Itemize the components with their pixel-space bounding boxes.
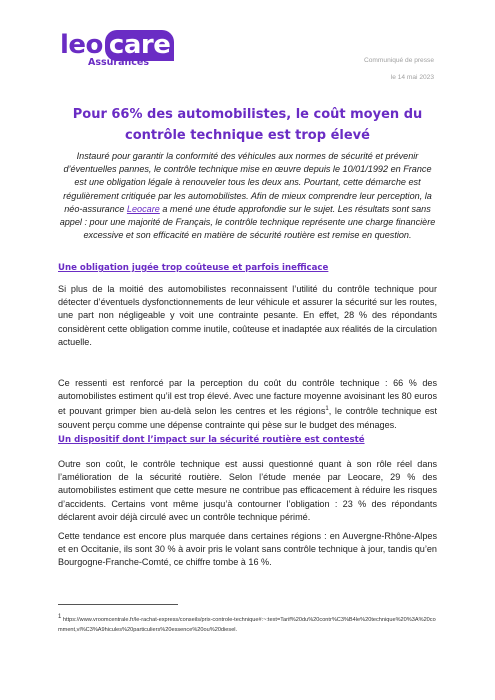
logo-word-suffix: care [105, 30, 174, 61]
paragraph-regions: Cette tendance est encore plus marquée dans certaines régions : en Auvergne-Rhône-Alpes et en Occitanie, ils sont 30 % à avoir pris le volant sans contrôle technique à jour, tandis qu’en Bourgogne-Franche-Comté, ce chiffre tombe à 16 %. [58, 531, 437, 568]
footnote-url[interactable]: https://www.vroomcentrale.fr/le-rachat-express/conseils/prix-controle-technique#:~:text=Tarif%20du%20contr%C3%B4le%20technique%20%3A%20comment,vl%C3%A9hicules%20particuliers%20essence%20ou%20diesel. [58, 616, 436, 633]
footnote-number: 1 [58, 614, 62, 620]
intro-text-start: Instauré pour garantir la conformité des véhicules aux normes de sécurité et prévenir d’éventuelles pannes, le contrôle technique mise en œuvre depuis le 10/01/1992 en France est une obligation légale à renouveler tous les deux ans. Pourtant, cette démarche est régulièrement critiquée par les automobilistes. Afin de mieux comprendre leur perception, la néo-assurance [63, 151, 432, 214]
footnote-divider [58, 604, 178, 605]
footnote [58, 612, 437, 635]
paragraph-cost-text-start: Ce ressenti est renforcé par la perception du coût du contrôle technique : 66 % des automobilistes estiment qu’il est trop élevé. Avec une facture moyenne avoisinant les 80 euros et pouvant grimper bien au-delà selon les centres et les régions [58, 378, 437, 417]
section-heading-cost: Une obligation jugée trop coûteuse et parfois inefficace [58, 263, 329, 273]
paragraph-utility: Si plus de la moitié des automobilistes reconnaissent l’utilité du contrôle technique pour détecter d’éventuels dysfonctionnements de leur véhicule et assurer la sécurité sur les routes, une part non négligeable y voit une contrainte pesante. En effet, 28 % des répondants considèrent cette obligation comme inutile, coûteuse et inadaptée aux réalités de la circulation actuelle. [58, 284, 437, 347]
section-heading-safety: Un dispositif dont l’impact sur la sécurité routière est contesté [58, 435, 365, 445]
logo-subtitle: Assurances [87, 57, 149, 68]
intro-text-end: a mené une étude approfondie sur le sujet. Les résultats sont sans appel : pour une majorité de Français, le contrôle technique représente une charge financière excessive et son efficacité en matière de sécurité routière est remise en question. [59, 203, 436, 241]
doc-type: Communiqué de presse [363, 57, 434, 64]
press-release-meta [364, 52, 434, 86]
footnote-ref[interactable]: 1 [325, 406, 329, 413]
release-date: le 14 mai 2023 [390, 74, 434, 81]
leocare-link[interactable]: Leocare [126, 203, 160, 214]
paragraph-cost-perception [58, 377, 437, 432]
paragraph-safety: Outre son coût, le contrôle technique est aussi questionné quant à son rôle réel dans l’amélioration de la sécurité routière. Selon l’étude menée par Leocare, 29 % des automobilistes estiment que cette mesure ne contribue pas efficacement à réduire les risques d’accidents. Certains vont même jusqu’à contourner l’obligation : 23 % des répondants déclarent avoir déjà circulé avec un contrôle technique périmé. [58, 459, 437, 522]
logo-wordmark [60, 30, 171, 60]
paragraph-cost-text-end: , le contrôle technique est souvent perçu comme une dépense contrainte qui pèse sur le budget des ménages. [58, 406, 437, 430]
page-title: Pour 66% des automobilistes, le coût moyen du contrôle technique est trop élevé [72, 107, 423, 143]
intro-paragraph [58, 150, 437, 242]
leocare-logo [60, 30, 171, 68]
logo-word-prefix: leo [60, 30, 103, 60]
